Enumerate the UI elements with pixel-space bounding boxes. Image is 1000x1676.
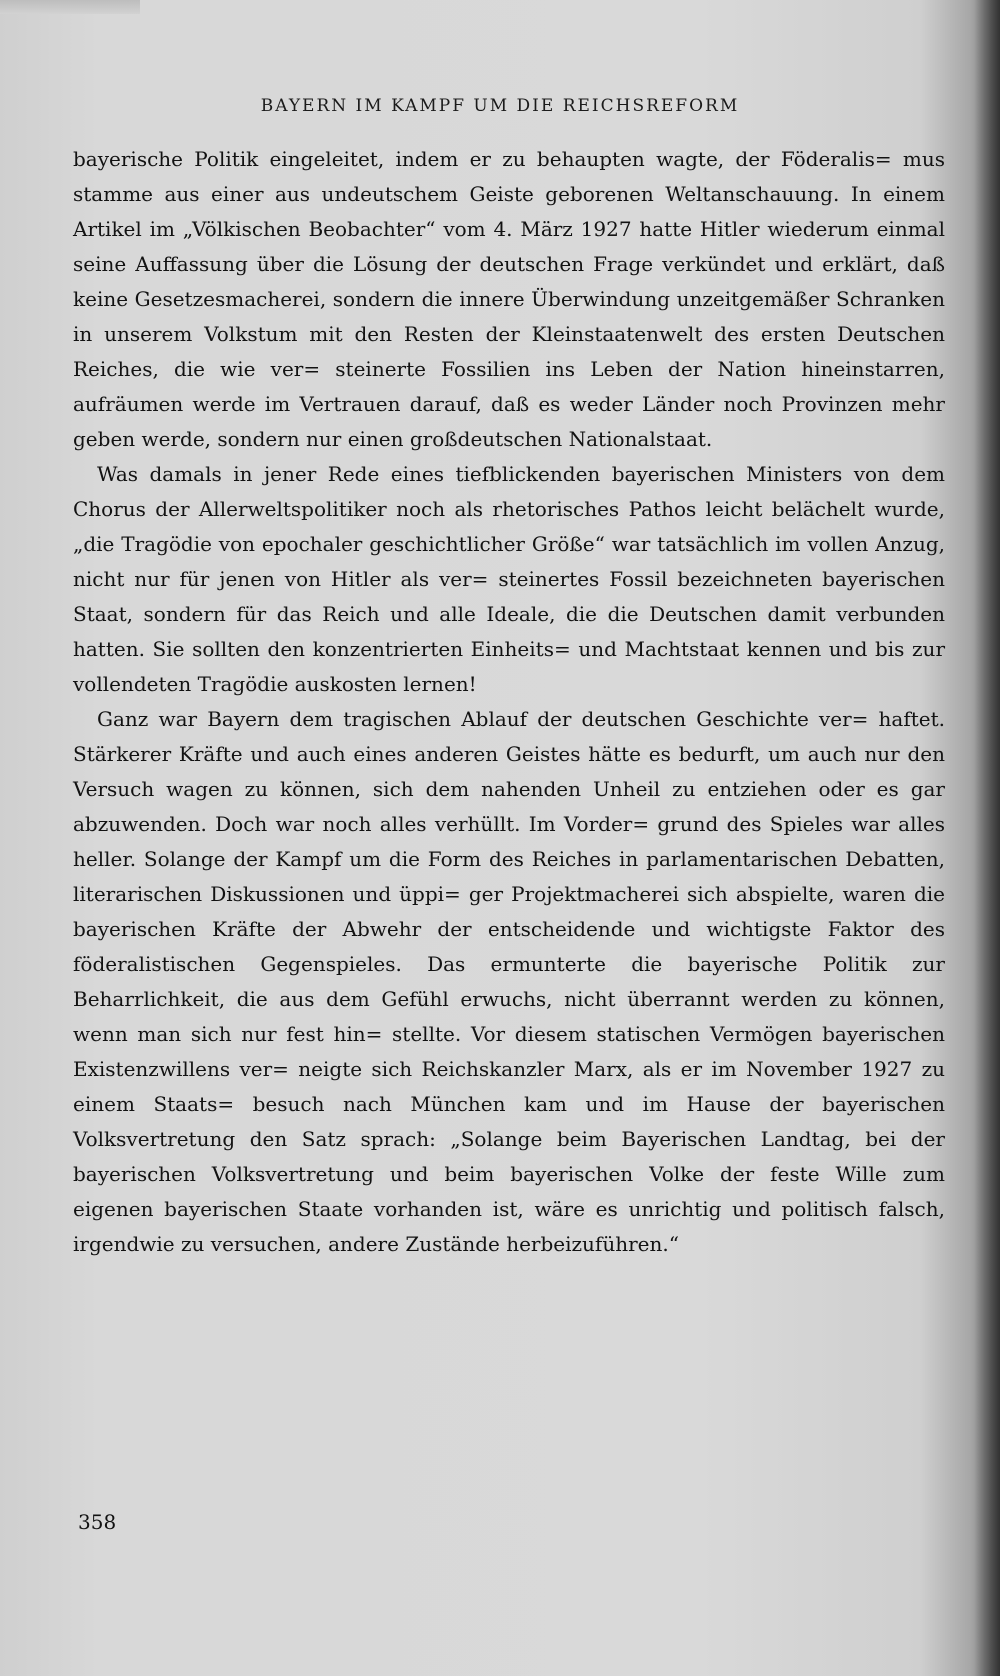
page-number: 358 bbox=[78, 1510, 117, 1534]
paragraph-bavaria: Ganz war Bayern dem tragischen Ablauf der deutschen Geschichte ver= haftet. Stärkerer Kräfte und auch eines anderen Geistes hätte es bedurft, um auch nur den Versuch wagen zu können, sich dem nahenden Unheil zu entziehen oder es gar abzuwenden. Doch war noch alles verhüllt. Im Vorder= grund des Spieles war alles heller. Solange der Kampf um die Form des Reiches in parlamentarischen Debatten, literarischen Diskussionen und üppi= ger Projektmacherei sich abspielte, waren die bayerischen Kräfte der Abwehr der entscheidende und wichtigste Faktor des föderalistischen Gegenspieles. Das ermunterte die bayerische Politik zur Beharrlichkeit, die aus dem Gefühl erwuchs, nicht überrannt werden zu können, wenn man sich nur fest hin= stellte. Vor diesem statischen Vermögen bayerischen Existenzwillens ver= neigte sich Reichskanzler Marx, als er im November 1927 zu einem Staats= besuch nach München kam und im Hause der bayerischen Volksvertretung den Satz sprach: „Solange beim Bayerischen Landtag, bei der bayerischen Volksvertretung und beim bayerischen Volke der feste Wille zum eigenen bayerischen Staate vorhanden ist, wäre es unrichtig und politisch falsch, irgendwie zu versuchen, andere Zustände herbeizuführen.“ bbox=[73, 707, 945, 1256]
body-text bbox=[73, 142, 945, 1262]
paragraph-tragedy: Was damals in jener Rede eines tiefblickenden bayerischen Ministers von dem Chorus der Allerweltspolitiker noch als rhetorisches Pathos leicht belächelt wurde, „die Tragödie von epochaler geschichtlicher Größe“ war tatsächlich im vollen Anzug, nicht nur für jenen von Hitler als ver= steinertes Fossil bezeichneten bayerischen Staat, sondern für das Reich und alle Ideale, die die Deutschen damit verbunden hatten. Sie sollten den konzentrierten Einheits= und Machtstaat kennen und bis zur vollendeten Tragödie auskosten lernen! bbox=[73, 462, 945, 696]
scan-edge-mark bbox=[0, 0, 140, 14]
paragraph-continued: bayerische Politik eingeleitet, indem er zu behaupten wagte, der Föderalis= mus stamme aus einer aus undeutschem Geiste geborenen Weltanschauung. In einem Artikel im „Völkischen Beobachter“ vom 4. März 1927 hatte Hitler wiederum einmal seine Auffassung über die Lösung der deutschen Frage verkündet und erklärt, daß keine Gesetzesmacherei, sondern die innere Überwindung unzeitgemäßer Schranken in unserem Volkstum mit den Resten der Kleinstaatenwelt des ersten Deutschen Reiches, die wie ver= steinerte Fossilien ins Leben der Nation hineinstarren, aufräumen werde im Vertrauen darauf, daß es weder Länder noch Provinzen mehr geben werde, sondern nur einen großdeutschen Nationalstaat. bbox=[73, 147, 945, 451]
running-header: BAYERN IM KAMPF UM DIE REICHSREFORM bbox=[260, 96, 740, 116]
